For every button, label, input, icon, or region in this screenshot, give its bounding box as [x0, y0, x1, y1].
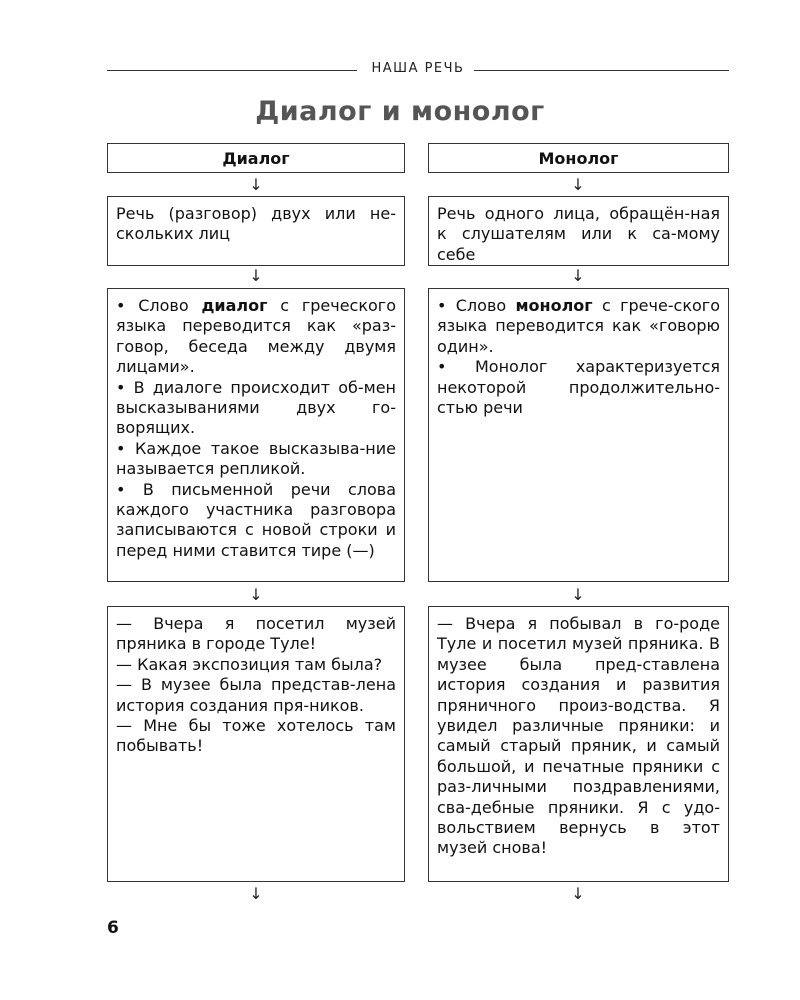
dialog-heading-box: [107, 143, 405, 173]
fact-text: с греческого языка переводится как «раз-говор, беседа между двумя лицами».: [116, 296, 396, 377]
arrow-down-icon: ↓: [571, 585, 585, 604]
monolog-definition-box: [428, 196, 729, 266]
section-header: [107, 60, 729, 80]
arrow-down-icon: ↓: [571, 175, 585, 194]
arrow-down-icon: ↓: [571, 266, 585, 285]
dialog-definition-box: [107, 196, 405, 266]
monolog-fact-2: • Монолог характеризуется некоторой продолжительно-стью речи: [437, 357, 720, 418]
term-dialog: диалог: [201, 296, 268, 315]
dialog-fact-4: • В письменной речи слова каждого участника разговора записываются с новой строки и перед ними ставится тире (—): [116, 479, 396, 560]
arrow-down-icon: ↓: [571, 884, 585, 903]
dialog-line-1: — Вчера я посетил музей пряника в городе Туле!: [116, 614, 396, 654]
dialog-fact-2: • В диалоге происходит об-мен высказываниями двух го-ворящих.: [116, 377, 396, 438]
arrow-down-icon: ↓: [249, 266, 263, 285]
dialog-example-box: [107, 606, 405, 882]
page-number: 6: [107, 918, 119, 938]
dialog-facts-box: [107, 288, 405, 582]
monolog-example: — Вчера я побывал в го-роде Туле и посетил музей пряника. В музее была пред-ставлена история создания и развития пряничного произ-водства. Я увидел различные пряники: и самый старый пряник, и самый большой, и печатные пряники с раз-личными поздравлениями, сва-дебные пряники. Я с удо-вольствием вернусь в этот музей снова!: [437, 614, 720, 858]
term-monolog: монолог: [515, 296, 593, 315]
monolog-heading: Монолог: [538, 148, 619, 168]
dialog-line-2: — Какая экспозиция там была?: [116, 654, 383, 674]
monolog-fact-1: [437, 296, 720, 357]
dialog-fact-3: • Каждое такое высказыва-ние называется репликой.: [116, 438, 396, 479]
dialog-line-3: — В музее была представ-лена история создания пря-ников.: [116, 675, 396, 715]
monolog-heading-box: [428, 143, 729, 173]
fact-text: с грече-ского языка переводится как «говорю один».: [437, 296, 720, 356]
dialog-definition: Речь (разговор) двух или не-скольких лиц: [116, 204, 396, 244]
section-label: НАША РЕЧЬ: [371, 61, 465, 76]
page-title: Диалог и монолог: [255, 96, 545, 127]
dialog-fact-1: [116, 296, 396, 378]
header-rule-right: [474, 70, 729, 71]
arrow-down-icon: ↓: [249, 175, 263, 194]
arrow-down-icon: ↓: [249, 585, 263, 604]
monolog-definition: Речь одного лица, обращён-ная к слушателям или к са-мому себе: [437, 204, 720, 264]
fact-text: • Слово: [437, 296, 516, 315]
dialog-line-4: — Мне бы тоже хотелось там побывать!: [116, 716, 396, 756]
fact-text: • Слово: [116, 296, 202, 315]
arrow-down-icon: ↓: [249, 884, 263, 903]
dialog-heading: Диалог: [222, 148, 290, 168]
monolog-example-box: [428, 606, 729, 882]
monolog-facts-box: [428, 288, 729, 582]
